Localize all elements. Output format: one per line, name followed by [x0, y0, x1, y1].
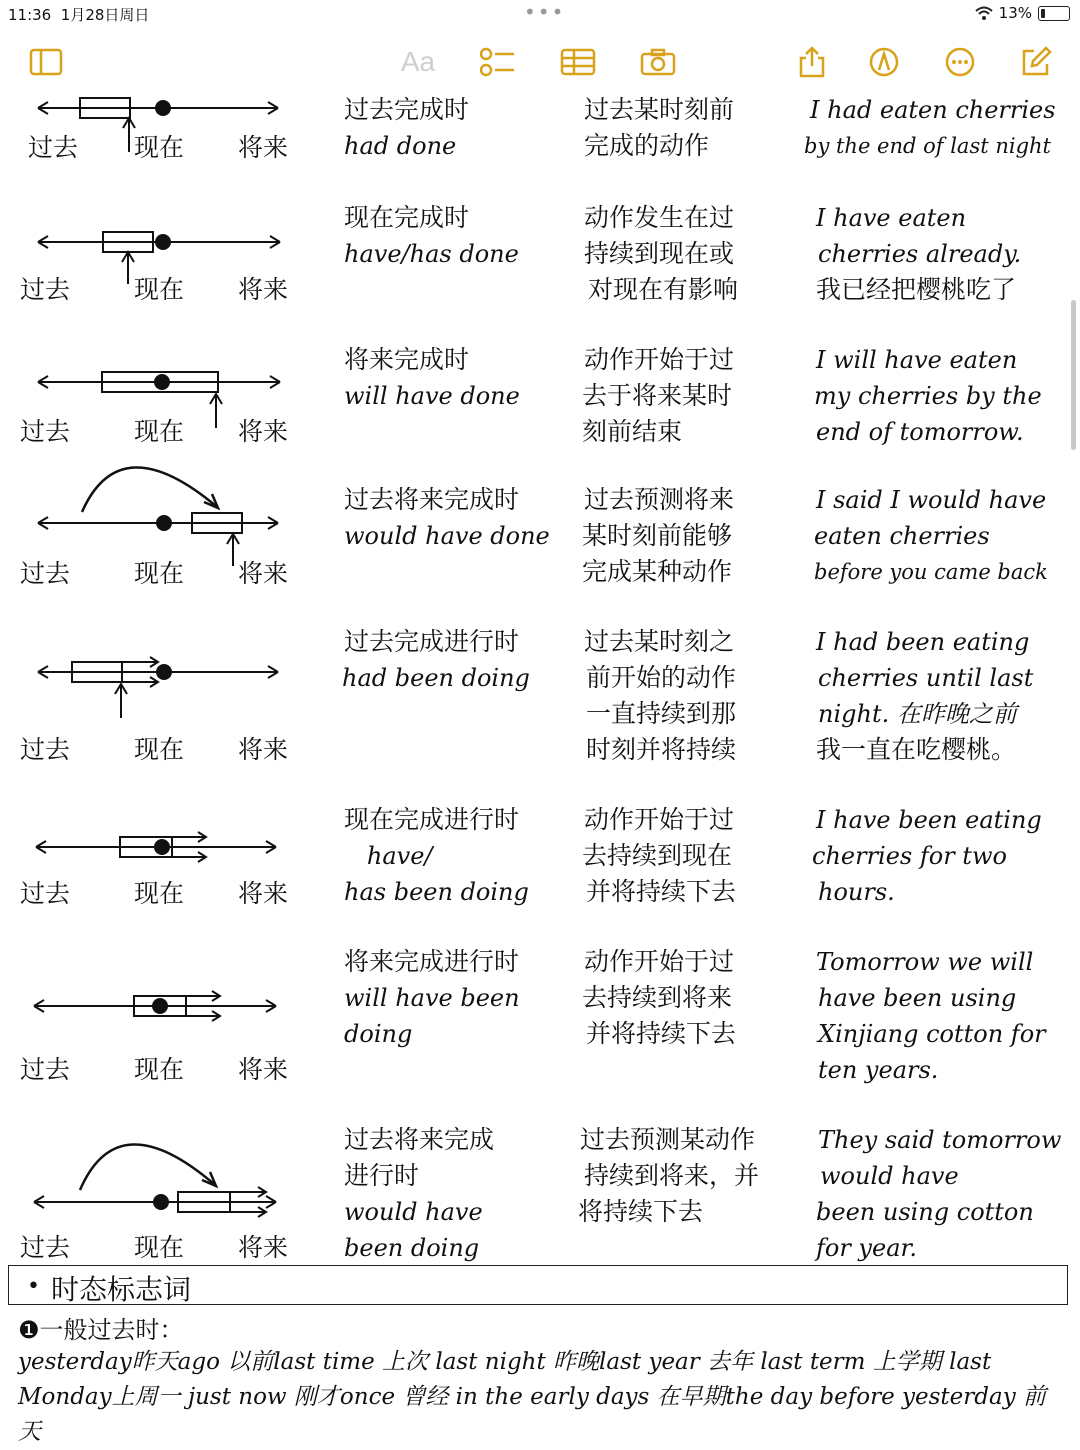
tense-name: 现在完成时 [344, 203, 470, 232]
example-2: cherries already. [818, 240, 1022, 268]
example-2: by the end of last night [804, 134, 1051, 158]
axis-past-label: 过去 [20, 275, 71, 304]
example-3: night. 在昨晚之前 [818, 700, 1017, 728]
axis-future-label: 将来 [238, 879, 289, 908]
example-1: I will have eaten [816, 346, 1018, 374]
tense-desc-3: 并将持续下去 [586, 1019, 737, 1048]
tense-desc-1: 动作开始于过 [584, 805, 735, 834]
example-1: They said tomorrow [818, 1126, 1062, 1154]
battery-icon [1038, 6, 1070, 21]
tense-desc-3: 刻前结束 [582, 417, 683, 446]
axis-now-label: 现在 [134, 275, 185, 304]
more-icon[interactable] [942, 44, 978, 80]
notes-toolbar [0, 36, 1080, 88]
tense-desc-1: 过去预测将来 [584, 485, 735, 514]
timeline-diagram [0, 1122, 300, 1232]
timeline-diagram [0, 944, 300, 1044]
axis-future-label: 将来 [238, 735, 289, 764]
status-time: 11:36 1月28日周日 [8, 6, 150, 24]
timeline-diagram [0, 624, 300, 734]
example-4: for year. [816, 1234, 917, 1262]
tense-name: 现在完成进行时 [344, 805, 520, 834]
tense-desc-1: 过去某时刻之 [584, 627, 735, 656]
example-2: my cherries by the [814, 382, 1042, 410]
example-3: hours. [818, 878, 895, 906]
example-3: Xinjiang cotton for [818, 1020, 1046, 1048]
example-2: eaten cherries [814, 522, 990, 550]
tense-desc-3: 并将持续下去 [586, 877, 737, 906]
multitask-dots-icon[interactable]: ••• [524, 0, 566, 24]
axis-past-label: 过去 [20, 1055, 71, 1084]
axis-future-label: 将来 [238, 275, 289, 304]
axis-now-label: 现在 [134, 879, 185, 908]
sidebar-icon[interactable] [28, 44, 64, 80]
tense-name: 将来完成进行时 [344, 947, 520, 976]
tense-desc-2: 去持续到现在 [582, 841, 733, 870]
axis-past-label: 过去 [20, 417, 71, 446]
tense-name: 过去完成时 [344, 95, 470, 124]
tense-name: 将来完成时 [344, 345, 470, 374]
example-4: 我一直在吃樱桃。 [816, 735, 1017, 764]
example-2: cherries for two [812, 842, 1007, 870]
axis-past-label: 过去 [20, 1233, 71, 1262]
axis-now-label: 现在 [134, 1233, 185, 1262]
tense-form: had been doing [342, 664, 530, 692]
markup-icon[interactable] [866, 44, 902, 80]
example-4: ten years. [818, 1056, 939, 1084]
tense-desc-2: 前开始的动作 [586, 663, 737, 692]
tense-desc-1: 动作发生在过 [584, 203, 735, 232]
signal-words-paragraph: yesterday昨天ago 以前last time 上次 last night 昨晚last year 去年 last term 上学期 last Monday上周一 just now 刚才once 曾经 in the early days 在早期the day before yesterday 前天 [18, 1349, 1046, 1445]
tense-desc-2: 某时刻前能够 [582, 521, 733, 550]
tense-form: will have been doing [344, 984, 520, 1048]
compose-icon[interactable] [1018, 44, 1054, 80]
checklist-icon[interactable] [480, 44, 516, 80]
example-3: end of tomorrow. [816, 418, 1024, 446]
bullet-marker: • [27, 1274, 40, 1299]
example-2: have been using [818, 984, 1017, 1012]
axis-now-label: 现在 [134, 735, 185, 764]
tense-desc-3: 一直持续到那 [586, 699, 737, 728]
timeline-diagram [0, 456, 300, 566]
tense-form: would have been doing [344, 1198, 483, 1262]
axis-now-label: 现在 [134, 559, 185, 588]
example-3: 我已经把樱桃吃了 [816, 275, 1017, 304]
axis-past-label: 过去 [20, 879, 71, 908]
example-3: before you came back [814, 560, 1048, 584]
tense-name: 过去将来完成 进行时 [344, 1125, 495, 1190]
example-1: I had been eating [816, 628, 1030, 656]
tense-desc-1: 动作开始于过 [584, 345, 735, 374]
tense-desc-3: 完成某种动作 [582, 557, 733, 586]
axis-past-label: 过去 [20, 559, 71, 588]
wifi-icon [975, 6, 993, 20]
axis-future-label: 将来 [238, 1233, 289, 1262]
example-1: I have eaten [816, 204, 967, 232]
axis-now-label: 现在 [134, 133, 185, 162]
subsection-title: ❶一般过去时： [18, 1316, 184, 1344]
tense-form: have/has done [344, 240, 519, 268]
tense-desc-4: 时刻并将持续 [586, 735, 737, 764]
tense-desc-2: 完成的动作 [584, 131, 710, 160]
axis-future-label: 将来 [238, 1055, 289, 1084]
format-text-icon[interactable]: Aa [400, 46, 436, 77]
tense-desc-3: 对现在有影响 [588, 275, 739, 304]
tense-desc-2: 去持续到将来 [582, 983, 733, 1012]
axis-now-label: 现在 [134, 417, 185, 446]
camera-icon[interactable] [640, 44, 676, 80]
tense-form: will have done [344, 382, 520, 410]
axis-past-label: 过去 [20, 735, 71, 764]
status-bar [0, 0, 1080, 28]
tense-form: had done [344, 132, 457, 160]
example-1: I said I would have [816, 486, 1047, 514]
tense-desc-1: 过去某时刻前 [584, 95, 735, 124]
battery-percent: 13% [998, 4, 1032, 22]
tense-desc-1: 动作开始于过 [584, 947, 735, 976]
axis-now-label: 现在 [134, 1055, 185, 1084]
tense-desc-1: 过去预测某动作 [580, 1125, 756, 1154]
tense-name: 过去完成进行时 [344, 627, 520, 656]
axis-future-label: 将来 [238, 417, 289, 446]
scrollbar[interactable] [1071, 300, 1076, 450]
axis-future-label: 将来 [238, 133, 289, 162]
example-3: been using cotton [816, 1198, 1034, 1226]
section-title: 时态标志词 [51, 1273, 192, 1306]
timeline-diagram [0, 802, 300, 882]
status-right [975, 4, 1070, 22]
tense-name: 过去将来完成时 [344, 485, 520, 514]
section-heading-box [8, 1265, 1068, 1305]
tense-form: would have done [344, 522, 550, 550]
example-1: I have been eating [816, 806, 1042, 834]
example-1: I had eaten cherries [810, 96, 1056, 124]
tense-form: have/ has been doing [344, 842, 529, 906]
axis-past-label: 过去 [28, 133, 79, 162]
example-1: Tomorrow we will [816, 948, 1034, 976]
tense-desc-2: 去于将来某时 [582, 381, 733, 410]
example-2: would have [820, 1162, 959, 1190]
example-2: cherries until last [818, 664, 1034, 692]
tense-desc-2: 持续到将来，并 [584, 1161, 760, 1190]
tense-desc-3: 将持续下去 [578, 1197, 704, 1226]
tense-desc-2: 持续到现在或 [584, 239, 735, 268]
table-icon[interactable] [560, 44, 596, 80]
axis-future-label: 将来 [238, 559, 289, 588]
share-icon[interactable] [794, 44, 830, 80]
